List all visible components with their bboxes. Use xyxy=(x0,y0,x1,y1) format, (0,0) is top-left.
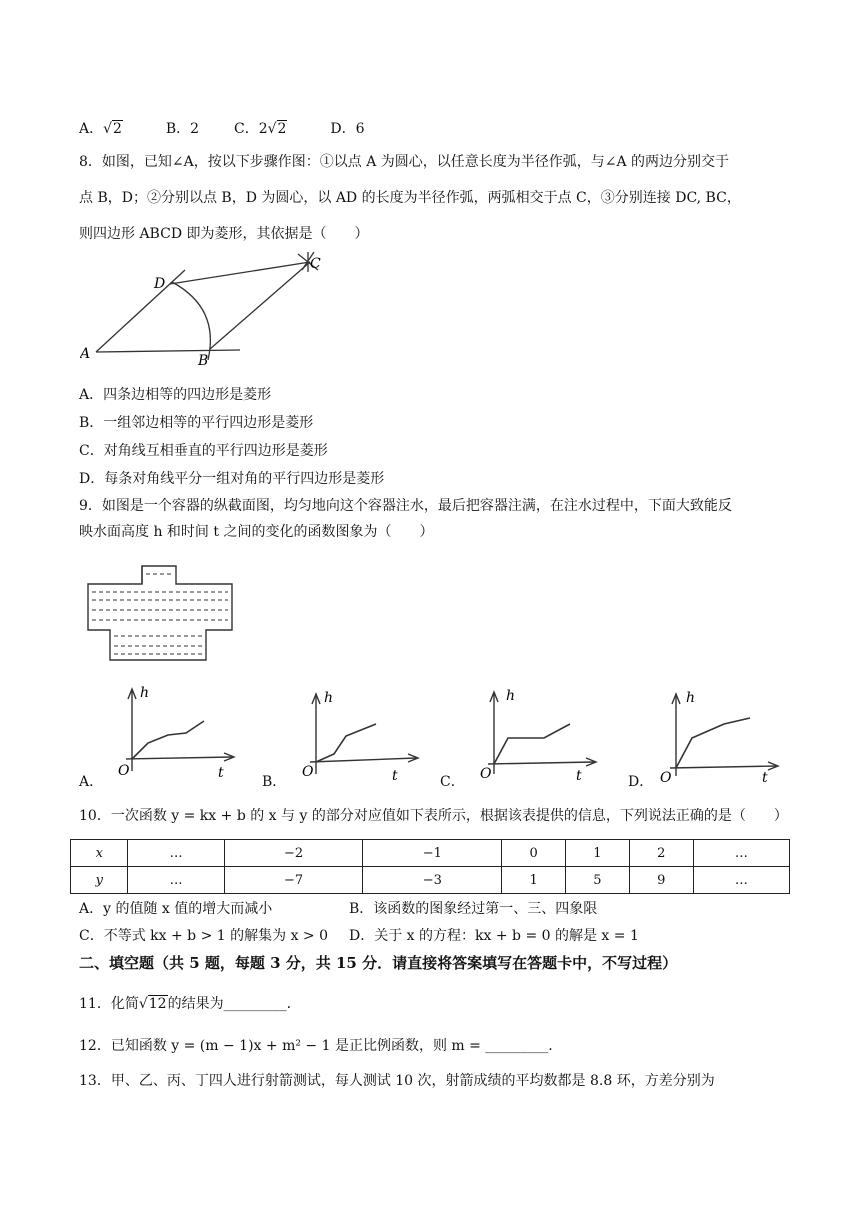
table-header-y: y xyxy=(71,867,128,894)
q8-option-c: C．对角线互相垂直的平行四边形是菱形 xyxy=(79,443,328,459)
q7-option-d: D．6 xyxy=(330,121,365,137)
table-cell: … xyxy=(128,867,224,894)
sqrt-symbol: √ xyxy=(267,121,277,137)
q8-option-a: A．四条边相等的四边形是菱形 xyxy=(79,387,272,403)
q7-option-a-radicand: 2 xyxy=(113,121,122,137)
q7-option-c-radicand: 2 xyxy=(277,121,287,137)
ray-ad xyxy=(96,270,185,352)
table-cell: 0 xyxy=(502,840,566,867)
q9-line2: 映水面高度 h 和时间 t 之间的变化的函数图象为（ ） xyxy=(79,524,434,540)
q10-option-b: B．该函数的图象经过第一、三、四象限 xyxy=(349,901,598,917)
q11-prefix: 11．化简 xyxy=(79,996,139,1012)
origin-label: O xyxy=(660,770,672,786)
ray-ab xyxy=(96,350,240,352)
graph-option-d xyxy=(654,690,784,786)
q7-options xyxy=(79,119,365,139)
q10-option-a: A．y 的值随 x 值的增大而减小 xyxy=(79,901,273,917)
section2-heading: 二、填空题（共 5 题，每题 3 分，共 15 分．请直接将答案填写在答题卡中，不写过程） xyxy=(79,954,678,972)
graph-option-a xyxy=(110,685,240,781)
label-b: B xyxy=(198,353,209,366)
table-header-x: x xyxy=(71,840,128,867)
q13: 13．甲、乙、丙、丁四人进行射箭测试，每人测试 10 次，射箭成绩的平均数都是 8.8 环，方差分别为 xyxy=(79,1073,715,1089)
table-cell: 2 xyxy=(629,840,693,867)
q9-line1: 9．如图是一个容器的纵截面图，均匀地向这个容器注水，最后把容器注满，在注水过程中，下面大致能反 xyxy=(79,498,732,514)
q9-option-c-label: C． xyxy=(440,774,465,790)
q9-option-b-label: B． xyxy=(262,774,287,790)
label-c: C xyxy=(310,256,321,272)
table-cell: −7 xyxy=(224,867,363,894)
label-a: A xyxy=(80,346,91,362)
q8-option-d: D．每条对角线平分一组对角的平行四边形是菱形 xyxy=(79,471,385,487)
table-cell: 1 xyxy=(502,867,566,894)
q7-option-b: B．2 xyxy=(165,121,200,137)
rhombus-construction-figure xyxy=(80,248,340,366)
sqrt-symbol: √ xyxy=(138,996,148,1012)
value-table xyxy=(70,839,790,894)
origin-label: O xyxy=(118,763,130,779)
graph-option-b xyxy=(294,690,424,782)
origin-label: O xyxy=(302,764,314,780)
q8-line2: 点 B，D；②分别以点 B，D 为圆心，以 AD 的长度为半径作弧，两弧相交于点 C，③分别连接 DC, BC， xyxy=(79,190,741,206)
axis-h-label: h xyxy=(686,690,696,706)
axis-t-label: t xyxy=(392,768,398,782)
table-cell: 5 xyxy=(566,867,630,894)
table-cell: −1 xyxy=(363,840,502,867)
table-row-x xyxy=(71,840,790,867)
origin-label: O xyxy=(480,766,492,782)
table-row-y xyxy=(71,867,790,894)
q11-suffix: 的结果为_________. xyxy=(167,996,292,1012)
q7-option-c-label: C． xyxy=(233,121,259,137)
sqrt-symbol: √ xyxy=(103,121,113,137)
q8-line1: 8．如图，已知∠A，按以下步骤作图：①以点 A 为圆心，以任意长度为半径作弧，与∠A 的两边分别交于 xyxy=(79,154,730,170)
table-cell: −3 xyxy=(363,867,502,894)
q7-option-a-label: A． xyxy=(79,121,104,137)
graph-option-c xyxy=(472,688,602,782)
table-cell: … xyxy=(693,840,789,867)
axis-t-label: t xyxy=(218,765,224,781)
q9-option-a-label: A． xyxy=(79,774,104,790)
axis-t-label: t xyxy=(762,770,768,786)
q10-option-c: C．不等式 kx + b > 1 的解集为 x > 0 xyxy=(79,928,329,944)
q8-line3: 则四边形 ABCD 即为菱形，其依据是（ ） xyxy=(79,226,369,242)
axis-t-label: t xyxy=(576,768,582,782)
q10-line1: 10．一次函数 y = kx + b 的 x 与 y 的部分对应值如下表所示，根据该表提供的信息，下列说法正确的是（ ） xyxy=(79,808,788,824)
q11-radicand: 12 xyxy=(148,996,167,1012)
axis-h-label: h xyxy=(324,690,334,706)
label-d: D xyxy=(154,276,166,292)
construction-arc xyxy=(172,282,210,360)
q8-option-b: B．一组邻边相等的平行四边形是菱形 xyxy=(79,415,314,431)
q12: 12．已知函数 y = (m − 1)x + m² − 1 是正比例函数，则 m = _________. xyxy=(79,1038,553,1054)
table-cell: 9 xyxy=(629,867,693,894)
q11 xyxy=(79,994,291,1014)
table-cell: −2 xyxy=(224,840,363,867)
q7-option-c-coef: 2 xyxy=(258,121,268,137)
table-cell: 1 xyxy=(566,840,630,867)
q10-option-d: D．关于 x 的方程：kx + b = 0 的解是 x = 1 xyxy=(349,928,639,944)
axis-h-label: h xyxy=(506,688,516,704)
table-cell: … xyxy=(128,840,224,867)
table-cell: … xyxy=(693,867,789,894)
q9-option-d-label: D． xyxy=(628,774,654,790)
axis-h-label: h xyxy=(140,685,150,701)
container-cross-section xyxy=(80,562,250,666)
